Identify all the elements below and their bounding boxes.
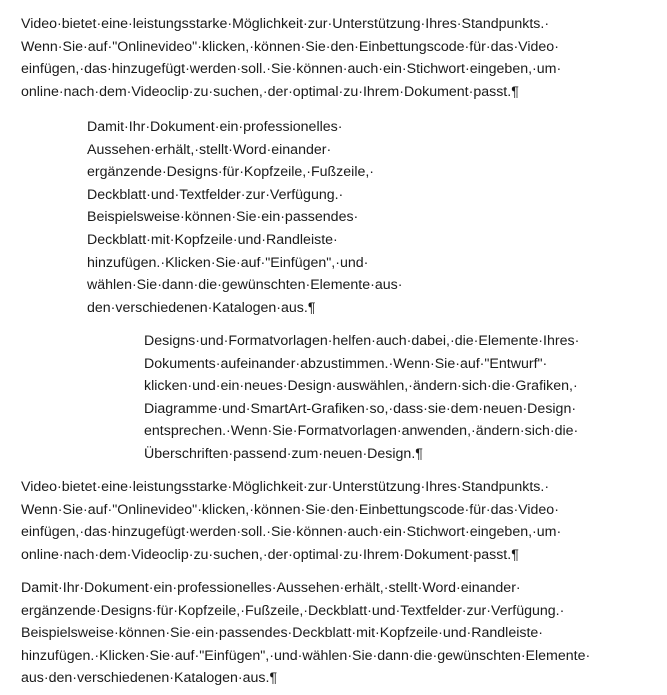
- text-line: einfügen,·das·hinzugefügt·werden·soll.·Sie·können·auch·ein·Stichwort·eingeben,·um·: [21, 524, 562, 541]
- text-line: entsprechen.·Wenn·Sie·Formatvorlagen·anwenden,·ändern·sich·die·: [144, 423, 579, 440]
- text-line: Aussehen·erhält,·stellt·Word·einander·: [87, 141, 332, 158]
- text-line: ergänzende·Designs·für·Kopfzeile,·Fußzeile,·Deckblatt·und·Textfelder·zur·Verfügung.·: [21, 602, 565, 619]
- paragraph-design-indented[interactable]: [87, 116, 402, 319]
- text-line: Überschriften·passend·zum·neuen·Design.¶: [144, 445, 423, 462]
- text-line: Damit·Ihr·Dokument·ein·professionelles·Aussehen·erhält,·stellt·Word·einander·: [21, 580, 521, 596]
- text-line: ergänzende·Designs·für·Kopfzeile,·Fußzeile,·: [87, 164, 375, 181]
- text-line: Deckblatt·mit·Kopfzeile·und·Randleiste·: [87, 231, 338, 248]
- paragraph-formatvorlagen-indented[interactable]: [144, 330, 579, 466]
- text-line: Video·bietet·eine·leistungsstarke·Möglichkeit·zur·Unterstützung·Ihres·Standpunkts.·: [21, 16, 550, 32]
- text-line: hinzufügen.·Klicken·Sie·auf·"Einfügen",·und·: [87, 254, 369, 271]
- text-line: Damit·Ihr·Dokument·ein·professionelles·: [87, 119, 343, 135]
- text-line: Beispielsweise·können·Sie·ein·passendes·Deckblatt·mit·Kopfzeile·und·Randleiste·: [21, 625, 544, 642]
- paragraph-video-2[interactable]: [21, 476, 561, 566]
- text-line: Wenn·Sie·auf·"Onlinevideo"·klicken,·können·Sie·den·Einbettungscode·für·das·Video·: [21, 501, 559, 518]
- text-line: Deckblatt·und·Textfelder·zur·Verfügung.·: [87, 186, 344, 203]
- text-line: einfügen,·das·hinzugefügt·werden·soll.·Sie·können·auch·ein·Stichwort·eingeben,·um·: [21, 61, 562, 78]
- paragraph-video-1[interactable]: [21, 13, 561, 103]
- text-line: Diagramme·und·SmartArt-Grafiken·so,·dass·sie·dem·neuen·Design·: [144, 400, 577, 417]
- text-line: wählen·Sie·dann·die·gewünschten·Elemente·aus·: [87, 277, 403, 294]
- text-line: Video·bietet·eine·leistungsstarke·Möglichkeit·zur·Unterstützung·Ihres·Standpunkts.·: [21, 479, 550, 495]
- text-line: aus·den·verschiedenen·Katalogen·aus.¶: [21, 670, 278, 687]
- text-line: den·verschiedenen·Katalogen·aus.¶: [87, 299, 316, 316]
- text-line: online·nach·dem·Videoclip·zu·suchen,·der·optimal·zu·Ihrem·Dokument·passt.¶: [21, 546, 519, 563]
- text-line: hinzufügen.·Klicken·Sie·auf·"Einfügen",·und·wählen·Sie·dann·die·gewünschten·Elemente·: [21, 647, 591, 664]
- text-line: Dokuments·aufeinander·abzustimmen.·Wenn·Sie·auf·"Entwurf"·: [144, 355, 548, 372]
- text-line: Wenn·Sie·auf·"Onlinevideo"·klicken,·können·Sie·den·Einbettungscode·für·das·Video·: [21, 38, 559, 55]
- text-line: Designs·und·Formatvorlagen·helfen·auch·dabei,·die·Elemente·Ihres·: [144, 333, 580, 349]
- text-line: online·nach·dem·Videoclip·zu·suchen,·der·optimal·zu·Ihrem·Dokument·passt.¶: [21, 83, 519, 100]
- text-line: klicken·und·ein·neues·Design·auswählen,·ändern·sich·die·Grafiken,·: [144, 378, 578, 395]
- text-line: Beispielsweise·können·Sie·ein·passendes·: [87, 209, 359, 226]
- paragraph-design-full[interactable]: [21, 577, 590, 690]
